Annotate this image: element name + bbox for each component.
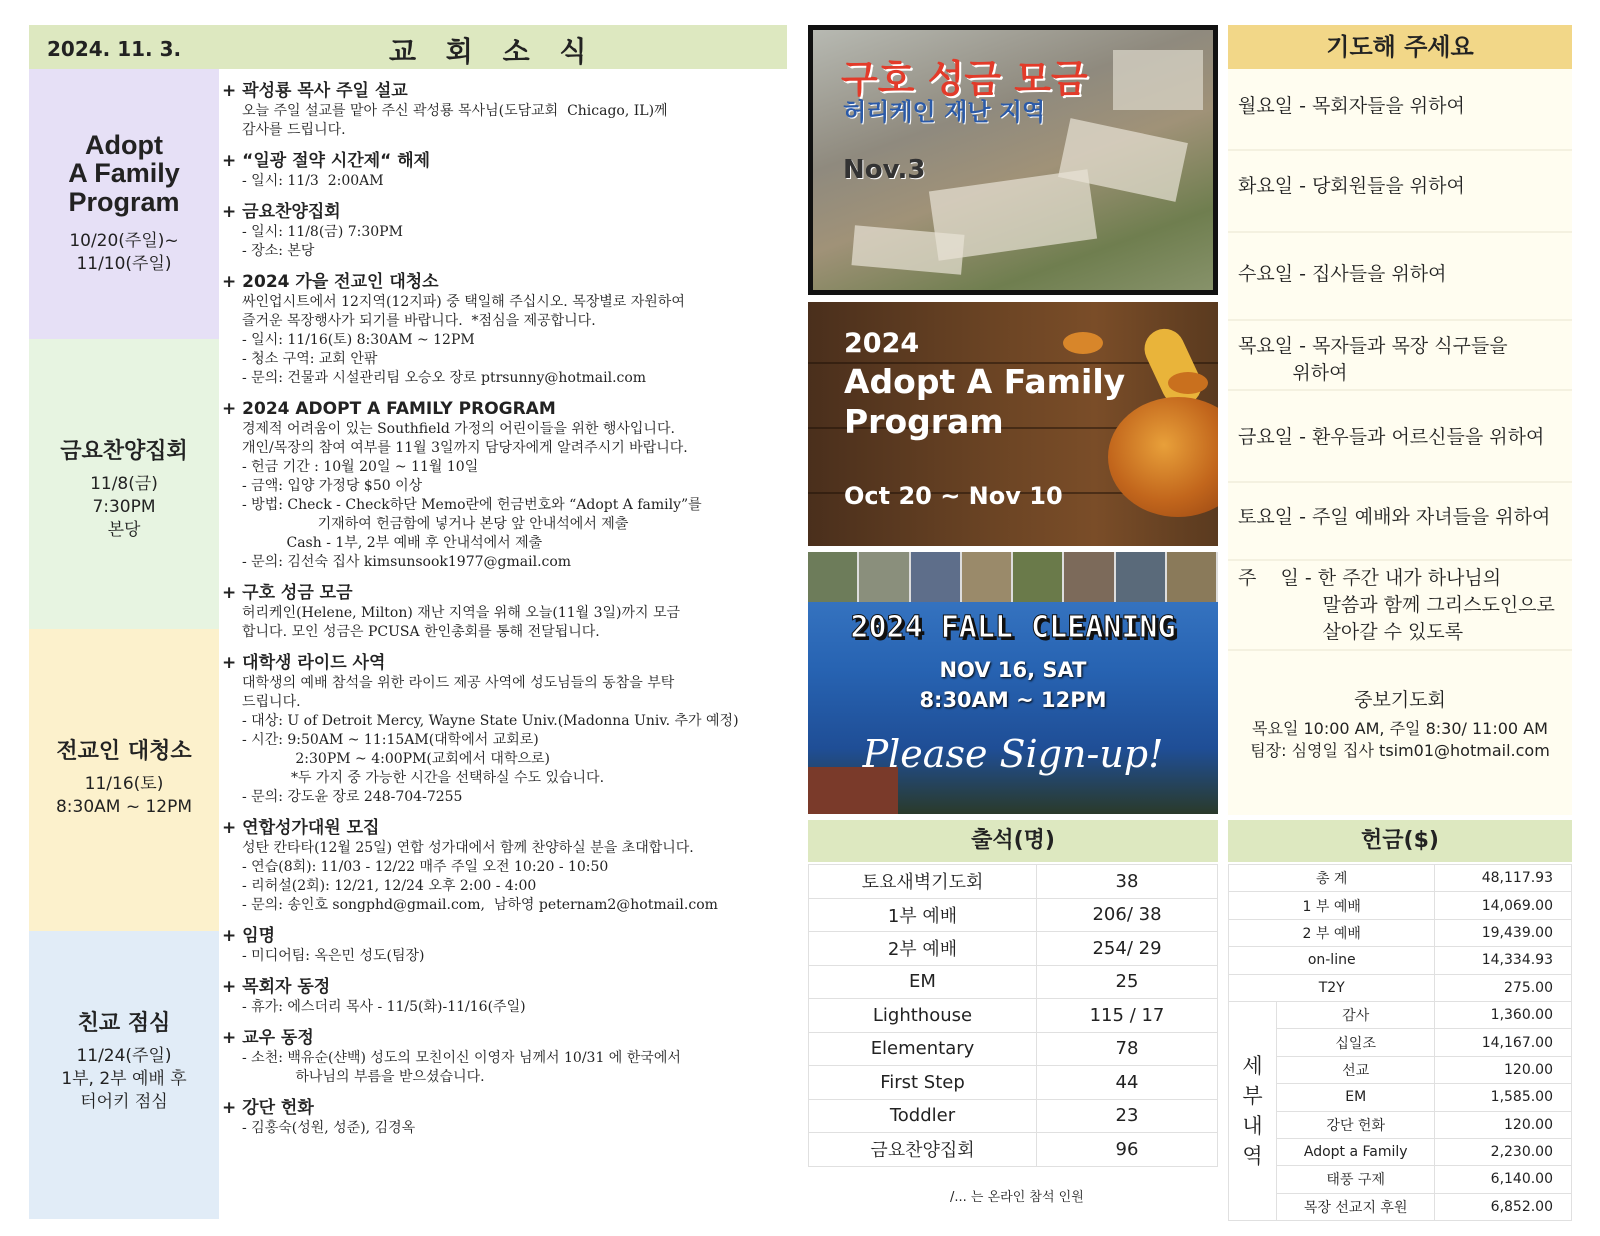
- offering-amount: 120.00: [1435, 1056, 1572, 1083]
- news-item-line: 기재하여 헌금함에 넣거나 본당 앞 안내석에서 제출: [242, 516, 629, 532]
- sidebar-title: Adopt A Family Program: [68, 130, 180, 217]
- news-item-line: - 휴가: 에스더리 목사 - 11/5(화)-11/16(주일): [242, 999, 526, 1015]
- prayer-item: 화요일 - 당회원들을 위하여: [1238, 175, 1465, 197]
- offering-category: 태풍 구제: [1277, 1166, 1435, 1193]
- offering-category: T2Y: [1229, 974, 1435, 1001]
- offering-category: 십일조: [1277, 1029, 1435, 1056]
- attendance-row: [809, 999, 1218, 1033]
- news-item: [222, 817, 792, 915]
- offering-category: 목장 선교지 후원: [1277, 1193, 1435, 1220]
- news-list: [222, 80, 792, 1148]
- offering-category: EM: [1277, 1084, 1435, 1111]
- news-item: [222, 201, 792, 261]
- news-item-line: - 청소 구역: 교회 안팎: [242, 351, 378, 367]
- prayer-divider: [1228, 319, 1572, 321]
- news-item: [222, 150, 792, 191]
- prayer-item: 월요일 - 목회자들을 위하여: [1238, 95, 1465, 117]
- attendance-row: [809, 1099, 1218, 1133]
- news-item-line: - 장소: 본당: [242, 243, 315, 259]
- news-item-title: + 금요찬양집회: [222, 202, 341, 222]
- offering-title: 헌금($): [1228, 820, 1572, 862]
- offering-detail-row: [1229, 1084, 1572, 1111]
- offering-amount: 14,069.00: [1435, 892, 1572, 919]
- prayer-divider: [1228, 389, 1572, 391]
- news-item: [222, 582, 792, 642]
- offering-category: on-line: [1229, 947, 1435, 974]
- offering-amount: 120.00: [1435, 1111, 1572, 1138]
- sidebar-adopt-family: [29, 69, 219, 339]
- news-item-line: - 헌금 기간 : 10월 20일 ~ 11월 10일: [242, 459, 479, 475]
- offering-row: [1229, 974, 1572, 1001]
- bulletin-title: 교 회 소 식: [389, 35, 597, 68]
- news-item-line: 개인/목장의 참여 여부를 11월 3일까지 담당자에게 알려주시기 바랍니다.: [242, 440, 688, 456]
- adopt-poster-year: 2024: [844, 328, 920, 359]
- news-item: [222, 398, 792, 572]
- news-item-line: 성탄 칸타타(12월 25일) 연합 성가대에서 함께 찬양하실 분을 초대합니다.: [242, 840, 694, 856]
- attendance-row: [809, 865, 1218, 899]
- news-item-line: 싸인업시트에서 12지역(12지파) 중 택일해 주십시오. 목장별로 자원하여: [242, 294, 685, 310]
- offering-amount: 6,852.00: [1435, 1193, 1572, 1220]
- news-item-line: - 문의: 강도윤 장로 248-704-7255: [242, 789, 463, 805]
- news-item-line: - 일시: 11/16(토) 8:30AM ~ 12PM: [242, 332, 475, 348]
- offering-detail-row: [1229, 1001, 1572, 1028]
- news-item-line: - 대상: U of Detroit Mercy, Wayne State Univ.(Madonna Univ. 추가 예정): [242, 713, 739, 729]
- relief-fund-poster: [808, 25, 1218, 295]
- news-item-line: - 시간: 9:50AM ~ 11:15AM(대학에서 교회로): [242, 732, 539, 748]
- offering-amount: 14,334.93: [1435, 947, 1572, 974]
- attendance-count: 254/ 29: [1037, 932, 1218, 966]
- cleaning-poster-time: 8:30AM ~ 12PM: [919, 688, 1107, 712]
- prayer-divider: [1228, 559, 1572, 561]
- offering-category: 1 부 예배: [1229, 892, 1435, 919]
- offering-amount: 19,439.00: [1435, 919, 1572, 946]
- fall-cleaning-poster: [808, 552, 1218, 814]
- offering-amount: 2,230.00: [1435, 1138, 1572, 1165]
- offering-category: Adopt a Family: [1277, 1138, 1435, 1165]
- news-item-title: + “일광 절약 시간제“ 해제: [222, 151, 431, 171]
- offering-amount: 14,167.00: [1435, 1029, 1572, 1056]
- offering-detail-label: 세 부 내 역: [1229, 1001, 1277, 1220]
- news-item: [222, 652, 792, 807]
- offering-amount: 275.00: [1435, 974, 1572, 1001]
- bulletin-header: [29, 25, 787, 69]
- offering-row: [1229, 919, 1572, 946]
- attendance-table: [808, 864, 1218, 1167]
- attendance-service: EM: [809, 965, 1037, 999]
- attendance-service: 토요새벽기도회: [809, 865, 1037, 899]
- prayer-divider: [1228, 149, 1572, 151]
- attendance-note: /... 는 온라인 참석 인원: [950, 1190, 1084, 1205]
- news-item-line: 허리케인(Helene, Milton) 재난 지역을 위해 오늘(11월 3일)까지 모금: [242, 605, 681, 621]
- adopt-poster-title: Adopt A Family: [844, 362, 1126, 401]
- cleaning-poster-date: NOV 16, SAT: [939, 658, 1087, 682]
- offering-amount: 1,360.00: [1435, 1001, 1572, 1028]
- prayer-divider: [1228, 481, 1572, 483]
- prayer-divider: [1228, 649, 1572, 651]
- attendance-count: 115 / 17: [1037, 999, 1218, 1033]
- news-item-line: - 일시: 11/3 2:00AM: [242, 173, 384, 189]
- sidebar-title: 친교 점심: [77, 1011, 171, 1036]
- news-item-line: 드립니다.: [242, 694, 301, 710]
- cleaning-poster-title: 2024 FALL CLEANING: [850, 610, 1176, 645]
- adopt-poster-title-line2: Program: [844, 402, 1004, 441]
- offering-table: [1228, 864, 1572, 1221]
- news-item-line: 하나님의 부름을 받으셨습니다.: [242, 1069, 485, 1085]
- news-item-title: + 곽성룡 목사 주일 설교: [222, 81, 408, 101]
- prayer-list: [1228, 69, 1572, 815]
- sidebar-detail: 11/8(금) 7:30PM 본당: [90, 474, 158, 541]
- news-item-line: - 문의: 송인호 songphd@gmail.com, 남하영 peternam2@hotmail.com: [242, 897, 718, 913]
- attendance-count: 38: [1037, 865, 1218, 899]
- sidebar-detail: 11/24(주일) 1부, 2부 예배 후 터어키 점심: [61, 1046, 187, 1113]
- news-item-line: - 방법: Check - Check하단 Memo란에 헌금번호와 “Adopt A family”를: [242, 497, 702, 513]
- news-item-line: - 연습(8회): 11/03 - 12/22 매주 주일 오전 10:20 - 10:50: [242, 859, 609, 875]
- volunteer-photo-strip: [808, 552, 1218, 602]
- sidebar-detail: 10/20(주일)~ 11/10(주일): [69, 231, 179, 274]
- attendance-row: [809, 898, 1218, 932]
- attendance-count: 25: [1037, 965, 1218, 999]
- attendance-service: Toddler: [809, 1099, 1037, 1133]
- news-item-title: + 2024 ADOPT A FAMILY PROGRAM: [222, 399, 556, 419]
- offering-detail-row: [1229, 1056, 1572, 1083]
- turkey-icon: [1108, 397, 1218, 517]
- sidebar-church-cleaning: [29, 629, 219, 931]
- news-item: [222, 976, 792, 1017]
- intercession-meeting: [1228, 685, 1572, 762]
- news-item: [222, 1097, 792, 1138]
- attendance-service: 2부 예배: [809, 932, 1037, 966]
- intercession-times: 목요일 10:00 AM, 주일 8:30/ 11:00 AM: [1252, 719, 1548, 738]
- news-item-line: - 미디어팀: 옥은민 성도(팀장): [242, 948, 425, 964]
- news-item-title: + 대학생 라이드 사역: [222, 653, 386, 673]
- attendance-count: 96: [1037, 1133, 1218, 1167]
- news-item-line: 대학생의 예배 참석을 위한 라이드 제공 사역에 성도님들의 동참을 부탁: [242, 675, 675, 691]
- attendance-service: First Step: [809, 1066, 1037, 1100]
- offering-row: [1229, 947, 1572, 974]
- offering-row: [1229, 892, 1572, 919]
- relief-poster-date: Nov.3: [843, 155, 926, 185]
- attendance-service: Lighthouse: [809, 999, 1037, 1033]
- news-item-title: + 2024 가을 전교인 대청소: [222, 272, 439, 292]
- news-item-line: - 일시: 11/8(금) 7:30PM: [242, 224, 403, 240]
- news-item-title: + 목회자 동정: [222, 977, 331, 997]
- offering-detail-row: [1229, 1111, 1572, 1138]
- signup-call-to-action: Please Sign-up!: [862, 732, 1164, 776]
- prayer-item: 목요일 - 목자들과 목장 식구들을 위하여: [1238, 335, 1508, 384]
- offering-detail-row: [1229, 1029, 1572, 1056]
- offering-detail-row: [1229, 1193, 1572, 1220]
- attendance-service: Elementary: [809, 1032, 1037, 1066]
- sidebar-friday-praise: [29, 339, 219, 629]
- adopt-poster-date: Oct 20 ~ Nov 10: [844, 482, 1063, 510]
- news-item-title: + 연합성가대원 모집: [222, 818, 380, 838]
- sidebar-fellowship-lunch: [29, 931, 219, 1219]
- attendance-row: [809, 1133, 1218, 1167]
- attendance-service: 금요찬양집회: [809, 1133, 1037, 1167]
- offering-detail-row: [1229, 1166, 1572, 1193]
- offering-category: 총 계: [1229, 865, 1435, 892]
- offering-amount: 1,585.00: [1435, 1084, 1572, 1111]
- sidebar-title: 금요찬양집회: [60, 439, 188, 464]
- attendance-title: 출석(명): [808, 820, 1218, 862]
- relief-poster-subtitle: 허리케인 재난 지역: [843, 98, 1046, 126]
- attendance-service: 1부 예배: [809, 898, 1037, 932]
- news-item-line: 감사를 드립니다.: [242, 122, 346, 138]
- news-item-line: - 문의: 김선숙 집사 kimsunsook1977@gmail.com: [242, 554, 572, 570]
- prayer-item: 토요일 - 주일 예배와 자녀들을 위하여: [1238, 506, 1551, 528]
- news-item-line: 즐거운 목장행사가 되기를 바랍니다. *점심을 제공합니다.: [242, 313, 596, 329]
- attendance-row: [809, 932, 1218, 966]
- offering-category: 감사: [1277, 1001, 1435, 1028]
- news-item-line: *두 가지 중 가능한 시간을 선택하실 수도 있습니다.: [242, 770, 605, 786]
- news-item: [222, 1027, 792, 1087]
- news-item-line: - 소천: 백유순(샨백) 성도의 모친이신 이영자 님께서 10/31 에 한국에서: [242, 1050, 681, 1066]
- news-item-line: - 김홍숙(성원, 성준), 김경옥: [242, 1120, 416, 1136]
- offering-amount: 6,140.00: [1435, 1166, 1572, 1193]
- attendance-count: 44: [1037, 1066, 1218, 1100]
- offering-category: 2 부 예배: [1229, 919, 1435, 946]
- news-item-line: 오늘 주일 설교를 맡아 주신 곽성룡 목사님(도담교회 Chicago, IL)께: [242, 103, 668, 119]
- offering-row: [1229, 865, 1572, 892]
- prayer-divider: [1228, 231, 1572, 233]
- news-item-line: 2:30PM ~ 4:00PM(교회에서 대학으로): [242, 751, 550, 767]
- news-item-title: + 임명: [222, 926, 276, 946]
- adopt-family-poster: [808, 302, 1218, 546]
- news-item: [222, 80, 792, 140]
- offering-category: 강단 헌화: [1277, 1111, 1435, 1138]
- intercession-title: 중보기도회: [1354, 689, 1446, 711]
- prayer-title: 기도해 주세요: [1228, 25, 1572, 69]
- attendance-row: [809, 1032, 1218, 1066]
- attendance-count: 23: [1037, 1099, 1218, 1133]
- sidebar-detail: 11/16(토) 8:30AM ~ 12PM: [55, 774, 193, 818]
- news-item-line: - 문의: 건물과 시설관리팀 오승오 장로 ptrsunny@hotmail.com: [242, 370, 647, 386]
- news-item-line: 경제적 어려움이 있는 Southfield 가정의 어린이들을 위한 행사입니다.: [242, 421, 675, 437]
- offering-amount: 48,117.93: [1435, 865, 1572, 892]
- news-item-line: - 리허설(2회): 12/21, 12/24 오후 2:00 - 4:00: [242, 878, 537, 894]
- news-item: [222, 925, 792, 966]
- offering-category: 선교: [1277, 1056, 1435, 1083]
- news-item-line: - 금액: 입양 가정당 $50 이상: [242, 478, 423, 494]
- news-item-line: 합니다. 모인 성금은 PCUSA 한인총회를 통해 전달됩니다.: [242, 624, 600, 640]
- news-item-line: Cash - 1부, 2부 예배 후 안내석에서 제출: [242, 535, 543, 551]
- prayer-item: 주 일 - 한 주간 내가 하나님의 말씀과 함께 그리스도인으로 살아갈 수 있도록: [1238, 567, 1555, 643]
- news-item-title: + 교우 동정: [222, 1028, 314, 1048]
- intercession-leader: 팀장: 심영일 집사 tsim01@hotmail.com: [1250, 741, 1550, 760]
- prayer-item: 수요일 - 집사들을 위하여: [1238, 263, 1447, 285]
- attendance-row: [809, 965, 1218, 999]
- attendance-row: [809, 1066, 1218, 1100]
- bulletin-date: 2024. 11. 3.: [47, 37, 182, 61]
- prayer-item: 금요일 - 환우들과 어르신들을 위하여: [1238, 426, 1545, 448]
- news-item-title: + 구호 성금 모금: [222, 583, 353, 603]
- news-item-title: + 강단 헌화: [222, 1098, 314, 1118]
- news-item: [222, 271, 792, 388]
- attendance-count: 78: [1037, 1032, 1218, 1066]
- relief-poster-title: 구호 성금 모금: [841, 57, 1088, 101]
- sidebar-title: 전교인 대청소: [56, 739, 192, 764]
- attendance-count: 206/ 38: [1037, 898, 1218, 932]
- offering-detail-row: [1229, 1138, 1572, 1165]
